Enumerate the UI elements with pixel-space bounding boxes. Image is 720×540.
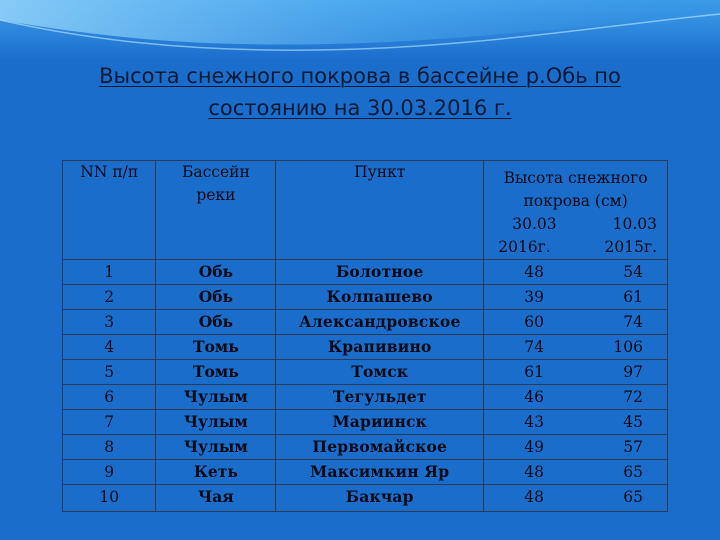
header-point: Пункт bbox=[276, 161, 484, 260]
title-line-2: состоянию на 30.03.2016 г. bbox=[208, 96, 512, 120]
cell-point: Мариинск bbox=[276, 410, 484, 435]
header-dates-row1 bbox=[484, 213, 667, 236]
table-row bbox=[63, 460, 668, 485]
cell-point: Александровское bbox=[276, 310, 484, 335]
header-height-line2: покрова (см) bbox=[523, 192, 628, 210]
cell-heights bbox=[484, 435, 668, 460]
cell-nn: 4 bbox=[63, 335, 156, 360]
cell-nn: 5 bbox=[63, 360, 156, 385]
title-line-1: Высота снежного покрова в бассейне р.Обь по bbox=[99, 64, 621, 88]
cell-height-2015: 65 bbox=[623, 463, 643, 481]
cell-height-2015: 65 bbox=[623, 488, 643, 506]
cell-height-2015: 57 bbox=[623, 438, 643, 456]
table-row bbox=[63, 285, 668, 310]
cell-basin: Чулым bbox=[156, 435, 276, 460]
cell-height-2016: 61 bbox=[524, 363, 544, 381]
cell-basin: Обь bbox=[156, 285, 276, 310]
cell-height-2016: 48 bbox=[524, 463, 544, 481]
table-row bbox=[63, 335, 668, 360]
table-row bbox=[63, 485, 668, 512]
header-basin-line1: Бассейн bbox=[181, 163, 250, 181]
header-dates-row2 bbox=[484, 236, 667, 259]
cell-height-2016: 39 bbox=[524, 288, 544, 306]
table-row bbox=[63, 360, 668, 385]
cell-point: Крапивино bbox=[276, 335, 484, 360]
table-row bbox=[63, 410, 668, 435]
cell-height-2015: 72 bbox=[623, 388, 643, 406]
cell-height-2015: 97 bbox=[623, 363, 643, 381]
cell-nn: 9 bbox=[63, 460, 156, 485]
cell-point: Болотное bbox=[276, 260, 484, 285]
cell-heights bbox=[484, 410, 668, 435]
cell-height-2016: 60 bbox=[524, 313, 544, 331]
cell-heights bbox=[484, 485, 668, 512]
cell-height-2015: 54 bbox=[623, 263, 643, 281]
cell-heights bbox=[484, 335, 668, 360]
table-header-row bbox=[63, 161, 668, 260]
cell-basin: Кеть bbox=[156, 460, 276, 485]
cell-point: Тегульдет bbox=[276, 385, 484, 410]
cell-height-2016: 48 bbox=[524, 263, 544, 281]
cell-height-2016: 46 bbox=[524, 388, 544, 406]
cell-heights bbox=[484, 285, 668, 310]
cell-height-2016: 74 bbox=[524, 338, 544, 356]
cell-point: Максимкин Яр bbox=[276, 460, 484, 485]
header-date2-line1: 10.03 bbox=[612, 215, 657, 233]
cell-heights bbox=[484, 360, 668, 385]
cell-height-2015: 74 bbox=[623, 313, 643, 331]
cell-basin: Томь bbox=[156, 360, 276, 385]
cell-heights bbox=[484, 385, 668, 410]
header-basin bbox=[156, 161, 276, 260]
table-row bbox=[63, 260, 668, 285]
cell-basin: Чулым bbox=[156, 385, 276, 410]
cell-basin: Обь bbox=[156, 310, 276, 335]
cell-point: Томск bbox=[276, 360, 484, 385]
cell-nn: 1 bbox=[63, 260, 156, 285]
table-row bbox=[63, 435, 668, 460]
cell-nn: 8 bbox=[63, 435, 156, 460]
cell-basin: Обь bbox=[156, 260, 276, 285]
cell-point: Первомайское bbox=[276, 435, 484, 460]
cell-nn: 3 bbox=[63, 310, 156, 335]
header-nn: NN п/п bbox=[63, 161, 156, 260]
cell-nn: 7 bbox=[63, 410, 156, 435]
cell-nn: 6 bbox=[63, 385, 156, 410]
cell-heights bbox=[484, 310, 668, 335]
header-basin-line2: реки bbox=[196, 186, 236, 204]
wave-decoration bbox=[0, 0, 720, 60]
cell-heights bbox=[484, 260, 668, 285]
cell-point: Бакчар bbox=[276, 485, 484, 512]
page-title bbox=[40, 60, 680, 124]
table-row bbox=[63, 310, 668, 335]
table-body bbox=[63, 260, 668, 512]
cell-height-2016: 48 bbox=[524, 488, 544, 506]
cell-height-2015: 45 bbox=[623, 413, 643, 431]
cell-basin: Чулым bbox=[156, 410, 276, 435]
header-height-line1: Высота снежного bbox=[503, 169, 648, 187]
header-date1-line1: 30.03 bbox=[512, 215, 557, 233]
cell-heights bbox=[484, 460, 668, 485]
header-date2-line2: 2015г. bbox=[604, 238, 657, 256]
header-height bbox=[484, 161, 668, 260]
cell-height-2015: 61 bbox=[623, 288, 643, 306]
cell-basin: Чая bbox=[156, 485, 276, 512]
cell-height-2015: 106 bbox=[613, 338, 643, 356]
table-row bbox=[63, 385, 668, 410]
cell-point: Колпашево bbox=[276, 285, 484, 310]
cell-nn: 2 bbox=[63, 285, 156, 310]
cell-height-2016: 43 bbox=[524, 413, 544, 431]
cell-nn: 10 bbox=[63, 485, 156, 512]
cell-basin: Томь bbox=[156, 335, 276, 360]
header-date1-line2: 2016г. bbox=[498, 238, 551, 256]
snow-depth-table bbox=[62, 160, 668, 512]
cell-height-2016: 49 bbox=[524, 438, 544, 456]
